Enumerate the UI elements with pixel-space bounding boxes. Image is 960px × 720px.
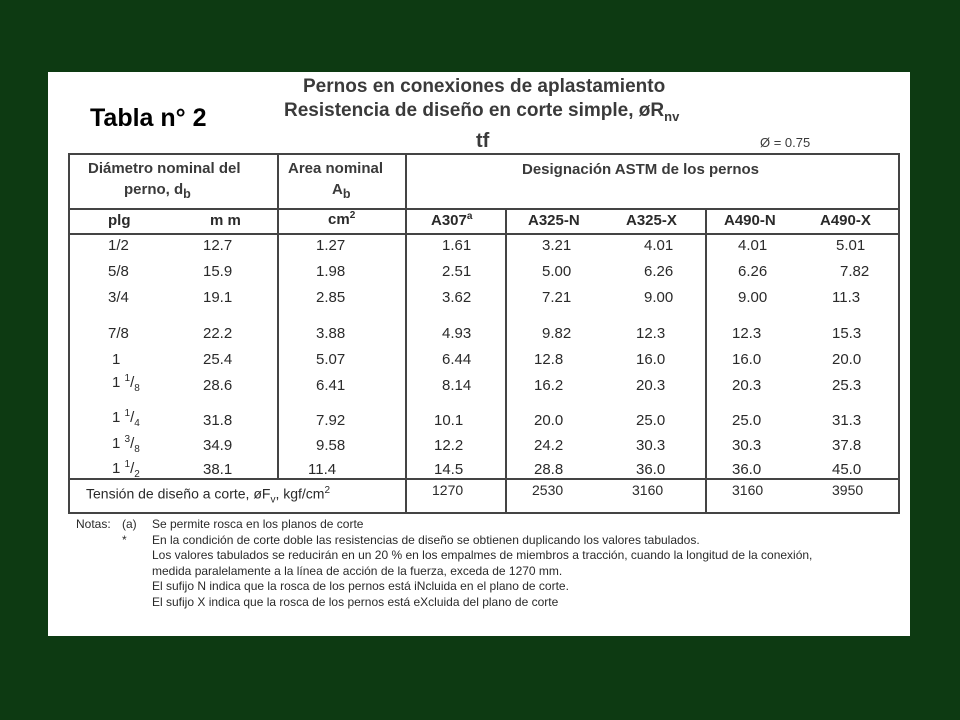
- cell-a325x: 20.3: [636, 377, 666, 394]
- cell-mm: 15.9: [203, 263, 233, 280]
- cell-area: 9.58: [316, 437, 346, 454]
- plg-denominator: 8: [134, 444, 140, 455]
- cell-a325n: 20.0: [534, 412, 564, 429]
- note-row: [76, 594, 559, 611]
- header-area-text: A: [332, 181, 343, 198]
- cell-a325x: 9.00: [644, 289, 674, 306]
- cell-plg-fraction: 1 $^3/_8$: [112, 434, 140, 455]
- header-area-sub: b: [342, 187, 351, 201]
- plg-numerator: 3: [124, 434, 131, 445]
- cell-area: 2.85: [316, 289, 346, 306]
- cell-area: 1.98: [316, 263, 346, 280]
- cell-a325n: 12.8: [534, 351, 564, 368]
- cell-area: 1.27: [316, 237, 346, 254]
- col-divider-diam: [277, 155, 279, 478]
- footer-a325n: 2530: [532, 482, 564, 498]
- cell-area: 7.92: [316, 412, 346, 429]
- cell-a307: 10.1: [434, 412, 464, 429]
- cell-a490x: 25.3: [832, 377, 862, 394]
- cell-area: 3.88: [316, 325, 346, 342]
- notes-title: Notas:: [76, 517, 111, 531]
- cell-a325x: 12.3: [636, 325, 666, 342]
- note-row: [76, 579, 569, 595]
- cell-a325x: 36.0: [636, 461, 666, 478]
- unit-a325n: A325-N: [528, 212, 580, 229]
- cell-mm: 12.7: [203, 237, 233, 254]
- cell-a325x: 25.0: [636, 412, 666, 429]
- plg-denominator: 2: [134, 469, 140, 480]
- cell-a490n: 25.0: [732, 412, 762, 429]
- unit-a307-sup: a: [466, 211, 473, 222]
- plg-numerator: 1: [124, 408, 131, 419]
- cell-a490n: 12.3: [732, 325, 762, 342]
- header-diameter-sub: b: [183, 187, 191, 201]
- cell-a307: 8.14: [442, 377, 472, 394]
- footer-label-text: Tensión de diseño a corte, øF: [86, 485, 271, 502]
- table-number-label: Tabla n° 2: [90, 104, 207, 132]
- note-text: El sufijo X indica que la rosca de los pernos está eXcluida del plano de corte: [152, 594, 559, 609]
- table-title-line2: [284, 100, 679, 124]
- plg-numerator: 1: [124, 459, 131, 470]
- cell-area: 5.07: [316, 351, 346, 368]
- note-text: medida paralelamente a la línea de acción de la fuerza, exceda de 1270 mm.: [152, 563, 563, 578]
- cell-a490n: 30.3: [732, 437, 762, 454]
- title-line2-text: Resistencia de diseño en corte simple, øR: [284, 100, 665, 121]
- bolt-table: [68, 153, 900, 514]
- table-title-line1: Pernos en conexiones de aplastamiento: [303, 76, 666, 97]
- note-text: Los valores tabulados se reducirán en un 20 % en los empalmes de miembros a tracción, cuando la longitud de la conexión,: [152, 548, 813, 562]
- cell-a490n: 4.01: [738, 237, 768, 254]
- note-text: El sufijo N indica que la rosca de los pernos está iNcluida en el plano de corte.: [152, 579, 569, 593]
- cell-mm: 38.1: [203, 461, 233, 478]
- cell-a325n: 9.82: [542, 325, 572, 342]
- footer-a490n: 3160: [732, 482, 764, 498]
- cell-a325n: 5.00: [542, 263, 572, 280]
- unit-a490x: A490-X: [820, 212, 871, 229]
- cell-a490n: 16.0: [732, 351, 762, 368]
- cell-a307: 1.61: [442, 237, 472, 254]
- table-sheet: [48, 72, 910, 636]
- cell-a307: 4.93: [442, 325, 472, 342]
- cell-plg-fraction: 1 $^1/_2$: [112, 459, 140, 480]
- cell-a307: 6.44: [442, 351, 472, 368]
- unit-cm2: [328, 210, 355, 228]
- header-diameter-line2: [124, 181, 191, 201]
- footer-a307: 1270: [432, 482, 464, 498]
- cell-a490n: 9.00: [738, 289, 768, 306]
- cell-a325x: 6.26: [644, 263, 674, 280]
- plg-whole: 1: [112, 374, 121, 391]
- cell-a490x: 20.0: [832, 351, 862, 368]
- cell-mm: 25.4: [203, 351, 233, 368]
- phi-factor: Ø = 0.75: [760, 135, 811, 150]
- cell-mm: 28.6: [203, 377, 233, 394]
- cell-mm: 34.9: [203, 437, 233, 454]
- footer-label-unit: , kgf/cm: [275, 485, 325, 502]
- col-divider-a325: [705, 208, 707, 514]
- cell-a325n: 24.2: [534, 437, 564, 454]
- cell-mm: 22.2: [203, 325, 233, 342]
- unit-a307: [431, 211, 472, 229]
- units-divider: [70, 233, 898, 235]
- cell-a490n: 36.0: [732, 461, 762, 478]
- cell-a325x: 16.0: [636, 351, 666, 368]
- unit-mm: m m: [210, 212, 241, 229]
- note-tag: (a): [122, 517, 137, 531]
- cell-a307: 14.5: [434, 461, 464, 478]
- note-row: [76, 532, 700, 549]
- note-text: Se permite rosca en los planos de corte: [152, 517, 364, 531]
- cell-a490x: 5.01: [836, 237, 866, 254]
- header-area-line1: Area nominal: [288, 160, 384, 177]
- unit-a325x: A325-X: [626, 212, 677, 229]
- footer-a490x: 3950: [832, 482, 864, 498]
- unit-cm2-sup: 2: [349, 210, 356, 221]
- header-divider: [70, 208, 898, 210]
- note-row: [76, 548, 813, 564]
- header-designation: Designación ASTM de los pernos: [522, 161, 759, 178]
- cell-mm: 19.1: [203, 289, 233, 306]
- cell-a490x: 45.0: [832, 461, 862, 478]
- plg-denominator: 4: [134, 418, 140, 429]
- cell-a307: 12.2: [434, 437, 464, 454]
- footer-label-sub: v: [270, 494, 276, 506]
- footer-a325x: 3160: [632, 482, 664, 498]
- cell-plg: 5/8: [108, 263, 129, 280]
- cell-a490x: 31.3: [832, 412, 862, 429]
- plg-numerator: 1: [124, 373, 131, 384]
- table-notes: [76, 517, 813, 610]
- cell-a490x: 37.8: [832, 437, 862, 454]
- cell-plg: 7/8: [108, 325, 129, 342]
- unit-a307-text: A307: [431, 212, 467, 229]
- col-divider-a307: [505, 208, 507, 514]
- header-diameter-line1: Diámetro nominal del: [88, 160, 241, 177]
- cell-a490x: 7.82: [840, 263, 870, 280]
- footer-divider: [70, 478, 898, 480]
- cell-a307: 3.62: [442, 289, 472, 306]
- cell-area: 11.4: [308, 461, 337, 478]
- cell-plg: 1/2: [108, 237, 129, 254]
- plg-whole: 1: [112, 460, 121, 477]
- cell-a325n: 28.8: [534, 461, 564, 478]
- cell-a325x: 4.01: [644, 237, 674, 254]
- cell-a490x: 11.3: [832, 289, 861, 306]
- cell-a325x: 30.3: [636, 437, 666, 454]
- cell-plg-fraction: 1 $^1/_8$: [112, 373, 140, 394]
- cell-a325n: 16.2: [534, 377, 564, 394]
- footer-label-sup: 2: [324, 485, 331, 496]
- cell-a490x: 15.3: [832, 325, 862, 342]
- cell-a325n: 7.21: [542, 289, 572, 306]
- unit-cm2-text: cm: [328, 211, 350, 228]
- col-divider-area: [405, 155, 407, 514]
- header-area-line2: [332, 181, 350, 201]
- cell-plg: 1: [112, 351, 121, 368]
- plg-whole: 1: [112, 409, 121, 426]
- cell-plg-fraction: 1 $^1/_4$: [112, 408, 140, 429]
- cell-plg: 3/4: [108, 289, 129, 306]
- note-row: [76, 563, 563, 580]
- header-diameter-text: perno, d: [124, 181, 184, 198]
- note-tag: *: [122, 532, 127, 547]
- cell-a490n: 6.26: [738, 263, 768, 280]
- note-text: En la condición de corte doble las resistencias de diseño se obtienen duplicando los valores tabulados.: [152, 532, 700, 547]
- cell-a307: 2.51: [442, 263, 472, 280]
- note-row: [76, 517, 364, 533]
- unit-a490n: A490-N: [724, 212, 776, 229]
- cell-area: 6.41: [316, 377, 346, 394]
- plg-denominator: 8: [134, 383, 140, 394]
- plg-whole: 1: [112, 435, 121, 452]
- unit-plg: plg: [108, 212, 131, 229]
- footer-label: [86, 485, 330, 505]
- cell-a325n: 3.21: [542, 237, 572, 254]
- table-title-units: tf: [476, 130, 490, 152]
- cell-a490n: 20.3: [732, 377, 762, 394]
- cell-mm: 31.8: [203, 412, 233, 429]
- title-line2-subscript: nv: [664, 108, 680, 124]
